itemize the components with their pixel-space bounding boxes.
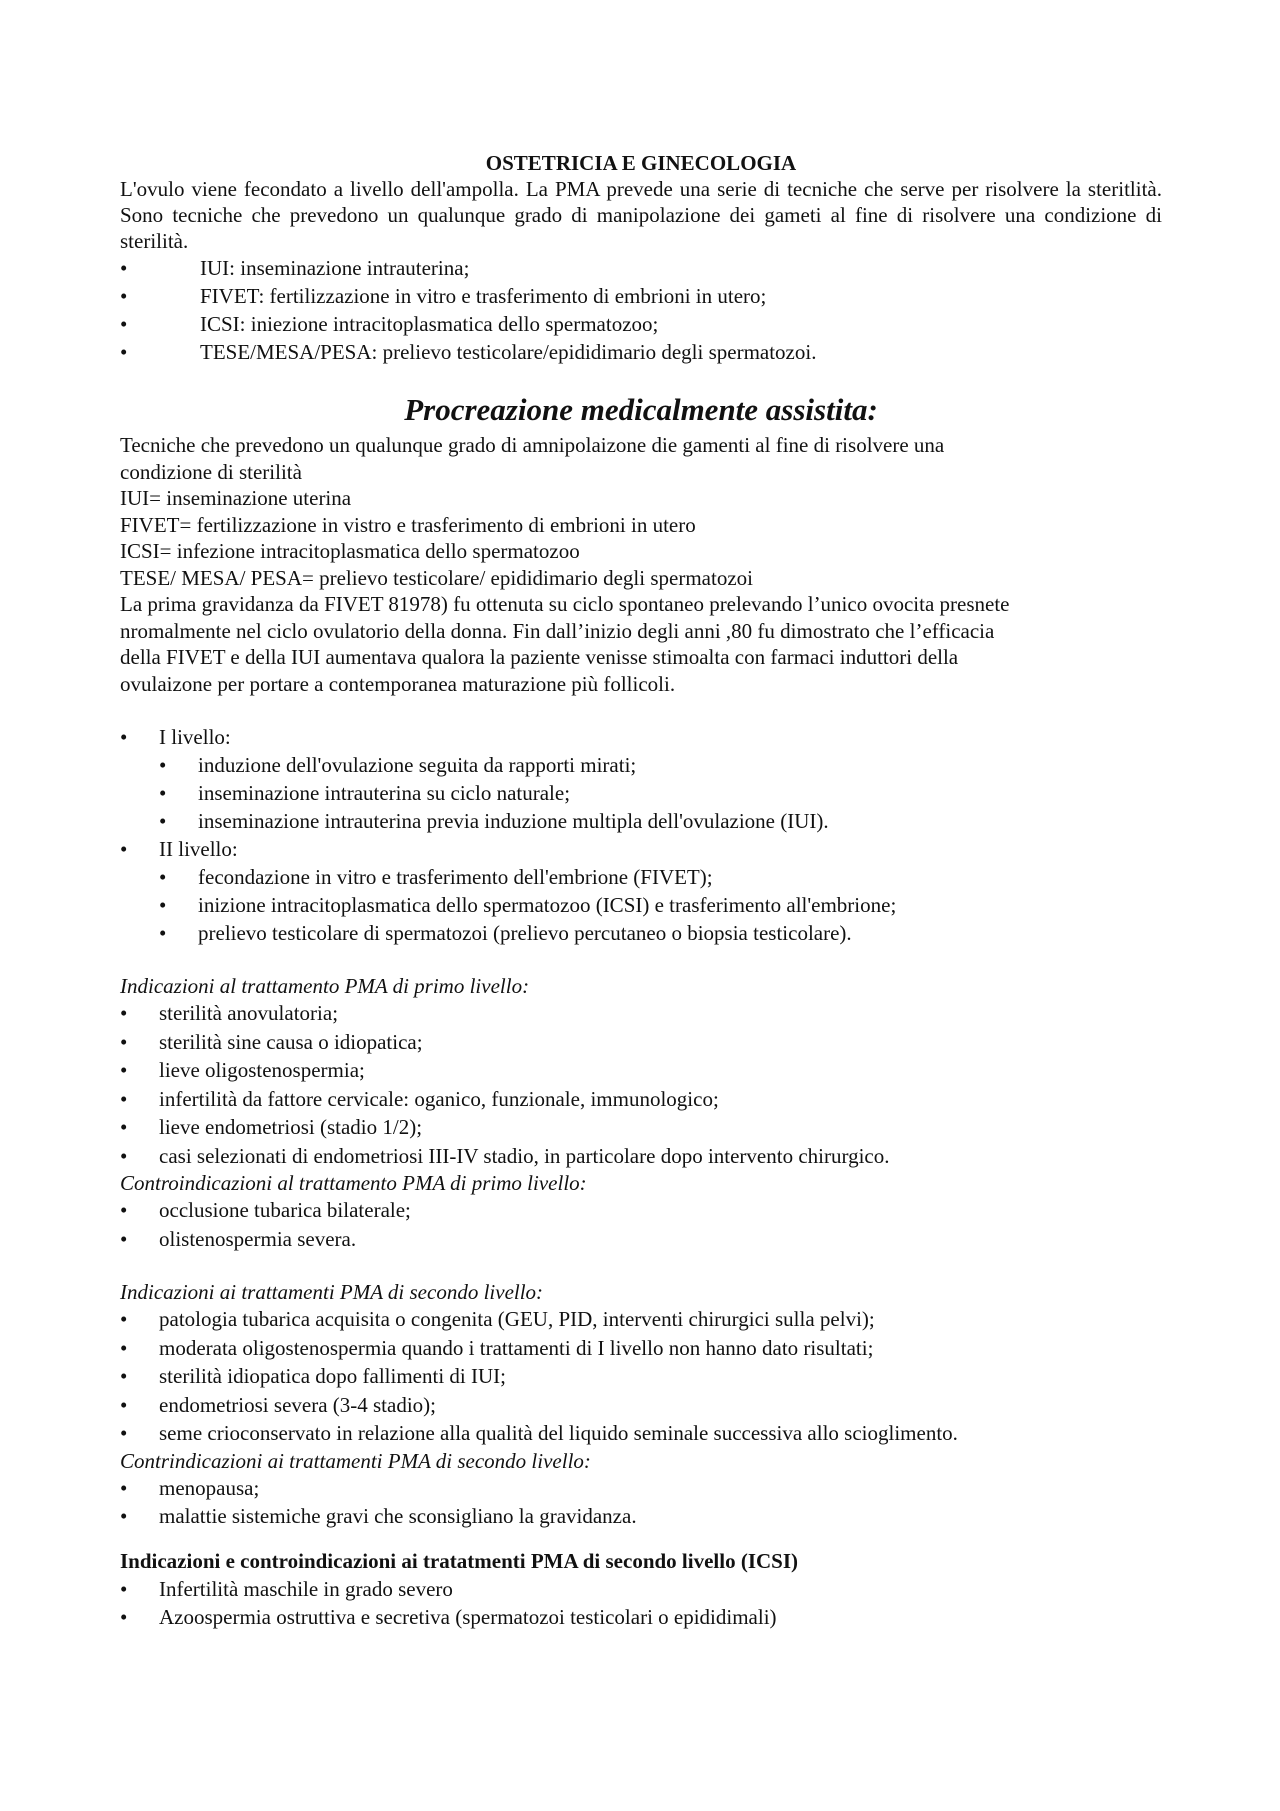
list-item: • lieve endometriosi (stadio 1/2); (120, 1113, 1162, 1142)
contraindications-first-level-heading: Controindicazioni al trattamento PMA di primo livello: (120, 1171, 587, 1195)
list-item: • sterilità idiopatica dopo fallimenti di IUI; (120, 1362, 1162, 1391)
bullet-icon: • (120, 837, 128, 861)
contraindications-second-level-heading: Contrindicazioni ai trattamenti PMA di secondo livello: (120, 1448, 591, 1473)
contraindications-second-level-list (120, 1474, 1162, 1531)
bullet-icon: • (120, 256, 128, 280)
bullet-icon: • (120, 340, 128, 364)
level-label: II livello: (159, 837, 238, 861)
list-item: • inseminazione intrauterina su ciclo naturale; (159, 781, 571, 805)
list-item (120, 835, 1162, 947)
bullet-icon: • (159, 865, 167, 889)
bullet-icon: • (120, 1576, 128, 1601)
list-item: • occlusione tubarica bilaterale; (120, 1196, 1162, 1225)
list-item: • seme crioconservato in relazione alla qualità del liquido seminale successiva allo scioglimento. (120, 1419, 1162, 1448)
bullet-icon: • (120, 1605, 128, 1629)
text-line: ICSI= infezione intracitoplasmatica dello spermatozoo (120, 539, 580, 563)
intro-paragraph: L'ovulo viene fecondato a livello dell'ampolla. La PMA prevede una serie di tecniche che serve per risolvere la steritlità. Sono tecniche che prevedono un qualunque grado di manipolazione dei gameti al fine di risolvere una condizione di sterilità. (120, 177, 1162, 253)
bullet-icon: • (159, 921, 167, 945)
bullet-icon: • (120, 1198, 128, 1222)
bullet-icon: • (159, 781, 167, 805)
bullet-icon: • (120, 1058, 128, 1082)
contraindications-first-level-list (120, 1196, 1162, 1253)
list-item: • malattie sistemiche gravi che sconsigliano la gravidanza. (120, 1502, 1162, 1531)
bullet-icon: • (120, 1029, 128, 1054)
list-item: • FIVET: fertilizzazione in vitro e trasferimento di embrioni in utero; (120, 284, 767, 308)
list-item: • lieve oligostenospermia; (120, 1056, 1162, 1085)
level-sublist (159, 751, 1162, 835)
bullet-icon: • (120, 312, 128, 336)
list-item (120, 723, 1162, 835)
bullet-icon: • (159, 893, 167, 917)
bullet-icon: • (120, 1143, 128, 1168)
text-line: TESE/ MESA/ PESA= prelievo testicolare/ epididimario degli spermatozoi (120, 565, 753, 590)
spacer (120, 697, 1162, 723)
bullet-icon: • (120, 1086, 128, 1111)
bullet-icon: • (120, 725, 128, 749)
bullet-icon: • (120, 1421, 128, 1445)
list-item: • inizione intracitoplasmatica dello spermatozoo (ICSI) e trasferimento all'embrione; (159, 893, 897, 917)
bullet-icon: • (120, 1392, 128, 1417)
text-line: FIVET= fertilizzazione in vistro e trasferimento di embrioni in utero (120, 512, 696, 537)
bullet-icon: • (120, 284, 128, 308)
list-item: • TESE/MESA/PESA: prelievo testicolare/epididimario degli spermatozoi. (120, 340, 817, 364)
section-heading: Procreazione medicalmente assistita: (404, 392, 878, 427)
document-title: OSTETRICIA E GINECOLOGIA (485, 151, 797, 175)
bullet-icon: • (159, 753, 167, 777)
icsi-heading: Indicazioni e controindicazioni ai tratatmenti PMA di secondo livello (ICSI) (120, 1548, 799, 1573)
list-item: • IUI: inseminazione intrauterina; (120, 256, 470, 280)
bullet-icon: • (120, 1115, 128, 1139)
list-item: • sterilità sine causa o idiopatica; (120, 1028, 1162, 1057)
intro-list (120, 254, 1162, 366)
text-line: nromalmente nel ciclo ovulatorio della donna. Fin dall’inizio degli anni ,80 fu dimostrato che l’efficacia (120, 618, 995, 643)
list-item: • induzione dell'ovulazione seguita da rapporti mirati; (159, 753, 637, 777)
bullet-icon: • (120, 1001, 128, 1025)
bullet-icon: • (120, 1226, 128, 1251)
list-item: • Infertilità maschile in grado severo (120, 1575, 1162, 1604)
section-text (120, 432, 1162, 697)
list-item: • endometriosi severa (3-4 stadio); (120, 1391, 1162, 1420)
indications-second-level-heading: Indicazioni ai trattamenti PMA di secondo livello: (120, 1280, 544, 1304)
text-line: La prima gravidanza da FIVET 81978) fu ottenuta su ciclo spontaneo prelevando l’unico ovocita presnete (120, 592, 1010, 616)
text-line: condizione di sterilità (120, 459, 302, 484)
list-item: • sterilità anovulatoria; (120, 999, 1162, 1028)
spacer (120, 1531, 1162, 1547)
list-item: • Azoospermia ostruttiva e secretiva (spermatozoi testicolari o epididimali) (120, 1603, 1162, 1632)
icsi-list (120, 1575, 1162, 1632)
list-item: • menopausa; (120, 1474, 1162, 1503)
bullet-icon: • (120, 1475, 128, 1500)
spacer (120, 1253, 1162, 1279)
list-item: • inseminazione intrauterina previa induzione multipla dell'ovulazione (IUI). (159, 809, 829, 833)
level-label: I livello: (159, 725, 231, 749)
indications-first-level-heading: Indicazioni al trattamento PMA di primo livello: (120, 974, 530, 998)
list-item: • casi selezionati di endometriosi III-IV stadio, in particolare dopo intervento chirurgico. (120, 1142, 1162, 1171)
list-item: • infertilità da fattore cervicale: oganico, funzionale, immunologico; (120, 1085, 1162, 1114)
list-item: • prelievo testicolare di spermatozoi (prelievo percutaneo o biopsia testicolare). (159, 921, 852, 945)
list-item: • olistenospermia severa. (120, 1225, 1162, 1254)
spacer (120, 947, 1162, 973)
list-item: • fecondazione in vitro e trasferimento dell'embrione (FIVET); (159, 865, 713, 889)
list-item: • ICSI: iniezione intracitoplasmatica dello spermatozoo; (120, 312, 659, 336)
list-item: • moderata oligostenospermia quando i trattamenti di I livello non hanno dato risultati; (120, 1334, 1162, 1363)
indications-second-level-list (120, 1305, 1162, 1448)
bullet-icon: • (120, 1307, 128, 1331)
level-sublist (159, 863, 1162, 947)
bullet-icon: • (120, 1504, 128, 1528)
bullet-icon: • (159, 809, 167, 833)
text-line: ovulaizone per portare a contemporanea maturazione più follicoli. (120, 671, 676, 696)
text-line: Tecniche che prevedono un qualunque grado di amnipolaizone die gamenti al fine di risolvere una (120, 433, 945, 457)
bullet-icon: • (120, 1335, 128, 1360)
bullet-icon: • (120, 1364, 128, 1388)
text-line: della FIVET e della IUI aumentava qualora la paziente venisse stimoalta con farmaci induttori della (120, 645, 959, 669)
list-item: • patologia tubarica acquisita o congenita (GEU, PID, interventi chirurgici sulla pelvi); (120, 1305, 1162, 1334)
indications-first-level-list (120, 999, 1162, 1170)
text-line: IUI= inseminazione uterina (120, 486, 352, 510)
pma-levels-list (120, 723, 1162, 947)
